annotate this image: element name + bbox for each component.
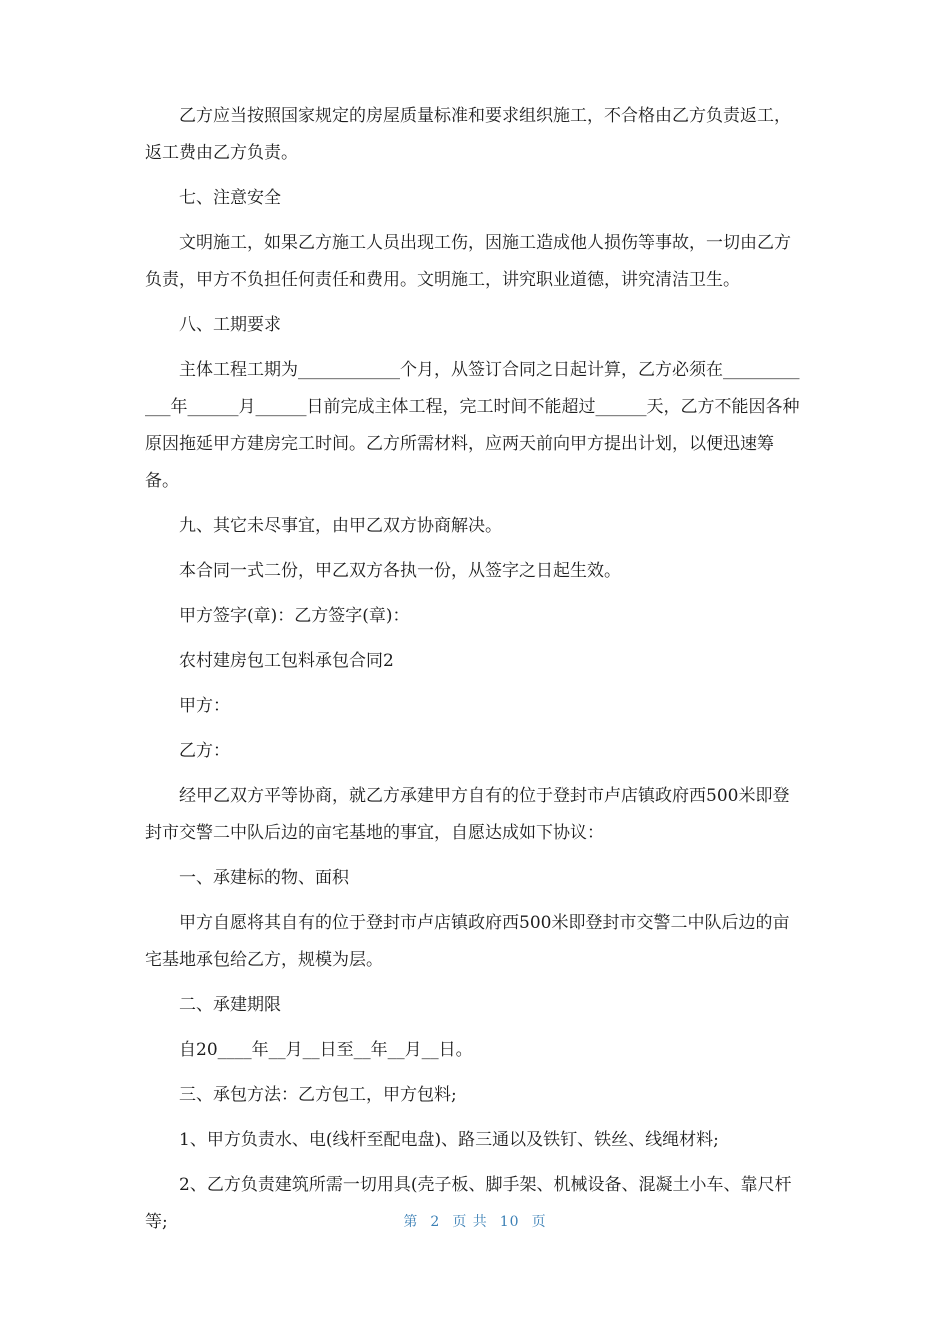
section-heading: 二、承建期限 — [179, 995, 281, 1015]
paragraph: 自20____年__月__日至__年__月__日。 — [179, 1040, 473, 1060]
paragraph: 文明施工，如果乙方施工人员出现工伤，因施工造成他人损伤等事故，一切由乙方负责，甲方不负担任何责任和费用。文明施工，讲究职业道德，讲究清洁卫生。 — [145, 233, 791, 290]
paragraph: 九、其它未尽事宜，由甲乙双方协商解决。 — [179, 516, 502, 536]
paragraph: 乙方应当按照国家规定的房屋质量标准和要求组织施工，不合格由乙方负责返工，返工费由乙方负责。 — [145, 106, 791, 163]
party-b-line: 乙方： — [179, 741, 230, 761]
contract-title: 农村建房包工包料承包合同2 — [179, 651, 394, 671]
section-heading: 八、工期要求 — [179, 315, 281, 335]
footer-suffix: 页 — [531, 1214, 547, 1230]
footer-middle: 页 共 — [452, 1214, 488, 1230]
footer-prefix: 第 — [403, 1214, 419, 1230]
paragraph: 1、甲方负责水、电(线杆至配电盘)、路三通以及铁钉、铁丝、线绳材料; — [179, 1130, 719, 1150]
section-heading: 七、注意安全 — [179, 188, 281, 208]
footer-total-pages: 10 — [499, 1214, 520, 1230]
party-a-line: 甲方： — [179, 696, 230, 716]
paragraph: 经甲乙双方平等协商，就乙方承建甲方自有的位于登封市卢店镇政府西500米即登封市交警二中队后边的亩宅基地的事宜，自愿达成如下协议： — [145, 786, 790, 843]
paragraph: 2、乙方负责建筑所需一切用具(壳子板、脚手架、机械设备、混凝土小车、靠尺杆等; — [145, 1175, 792, 1232]
footer-page-number: 2 — [430, 1214, 441, 1230]
paragraph: 甲方自愿将其自有的位于登封市卢店镇政府西500米即登封市交警二中队后边的亩宅基地承包给乙方，规模为层。 — [145, 913, 790, 970]
section-heading: 一、承建标的物、面积 — [179, 868, 349, 888]
paragraph: 三、承包方法：乙方包工，甲方包料; — [179, 1085, 457, 1105]
document-body — [145, 98, 800, 1249]
paragraph: 本合同一式二份，甲乙双方各执一份，从签字之日起生效。 — [179, 561, 621, 581]
paragraph: 主体工程工期为____________个月，从签订合同之日起计算，乙方必须在____________年______月______日前完成主体工程，完工时间不能超过______天，乙方不能因各种原因拖延甲方建房完工时间。乙方所需材料，应两天前向甲方提出计划，以便迅速筹备。 — [145, 360, 800, 491]
page-footer — [0, 1211, 950, 1231]
signature-line: 甲方签字(章)：乙方签字(章)： — [179, 606, 410, 626]
